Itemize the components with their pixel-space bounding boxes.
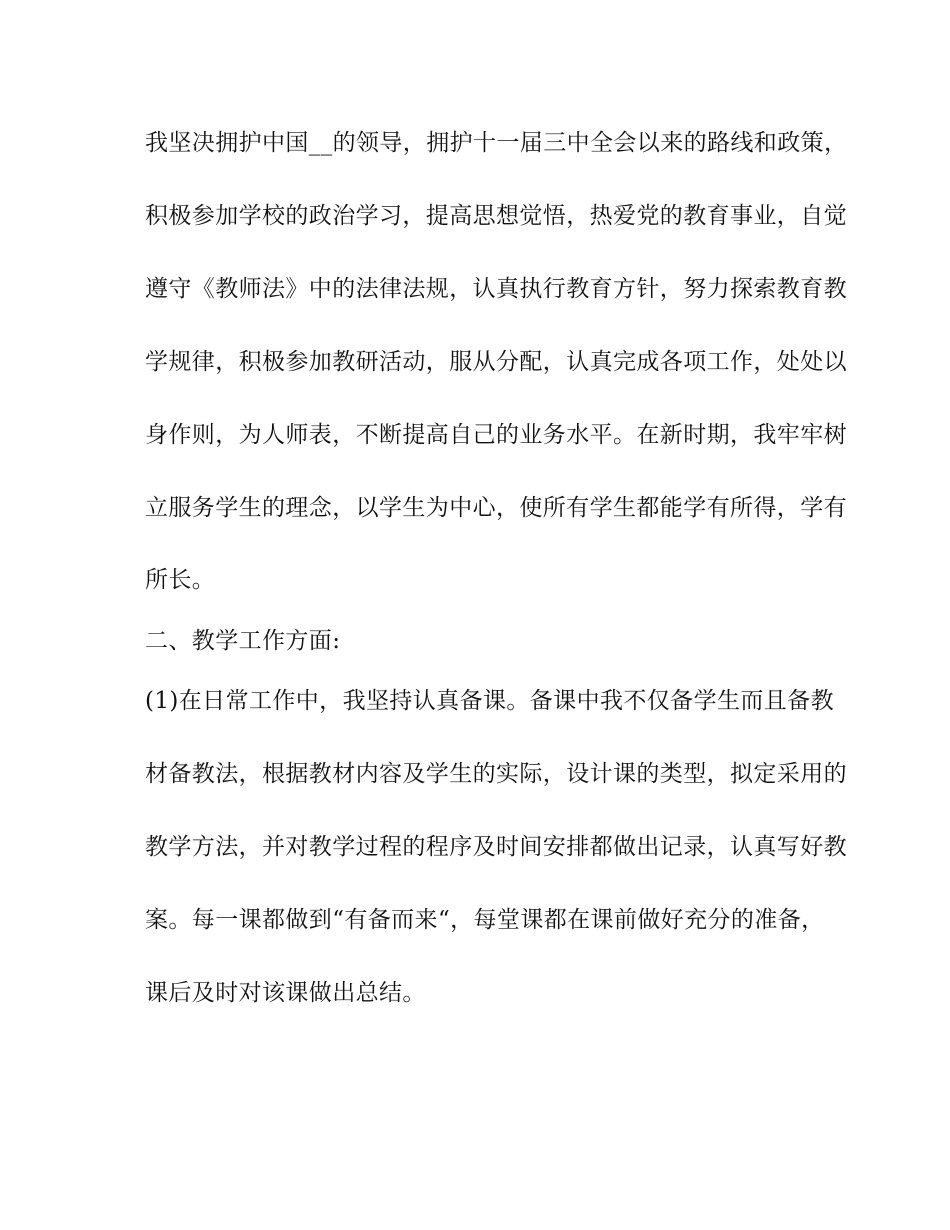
text-line: 课后及时对该课做出总结。 [145,980,426,1006]
text-line: (1)在日常工作中，我坚持认真备课。备课中我不仅备学生而且备教 [145,688,834,714]
text-line: 教学方法，并对教学过程的程序及时间安排都做出记录，认真写好教 [145,834,847,860]
text-line: 案。每一课都做到“有备而来“，每堂课都在课前做好充分的准备， [145,907,825,933]
text-line: 我坚决拥护中国__的领导，拥护十一届三中全会以来的路线和政策， [145,130,848,156]
text-line: 学规律，积极参加教研活动，服从分配，认真完成各项工作，处处以 [145,349,847,375]
text-line: 积极参加学校的政治学习，提高思想觉悟，热爱党的教育事业，自觉 [145,203,847,229]
text-line: 遵守《教师法》中的法律法规，认真执行教育方针，努力探索教育教 [145,276,847,302]
section-heading: 二、教学工作方面: [145,628,341,654]
text-line: 材备教法，根据教材内容及学生的实际，设计课的类型，拟定采用的 [145,761,847,787]
text-line: 身作则，为人师表，不断提高自己的业务水平。在新时期，我牢牢树 [145,422,847,448]
text-line: 所长。 [145,567,216,593]
text-line: 立服务学生的理念，以学生为中心，使所有学生都能学有所得，学有 [145,495,847,521]
